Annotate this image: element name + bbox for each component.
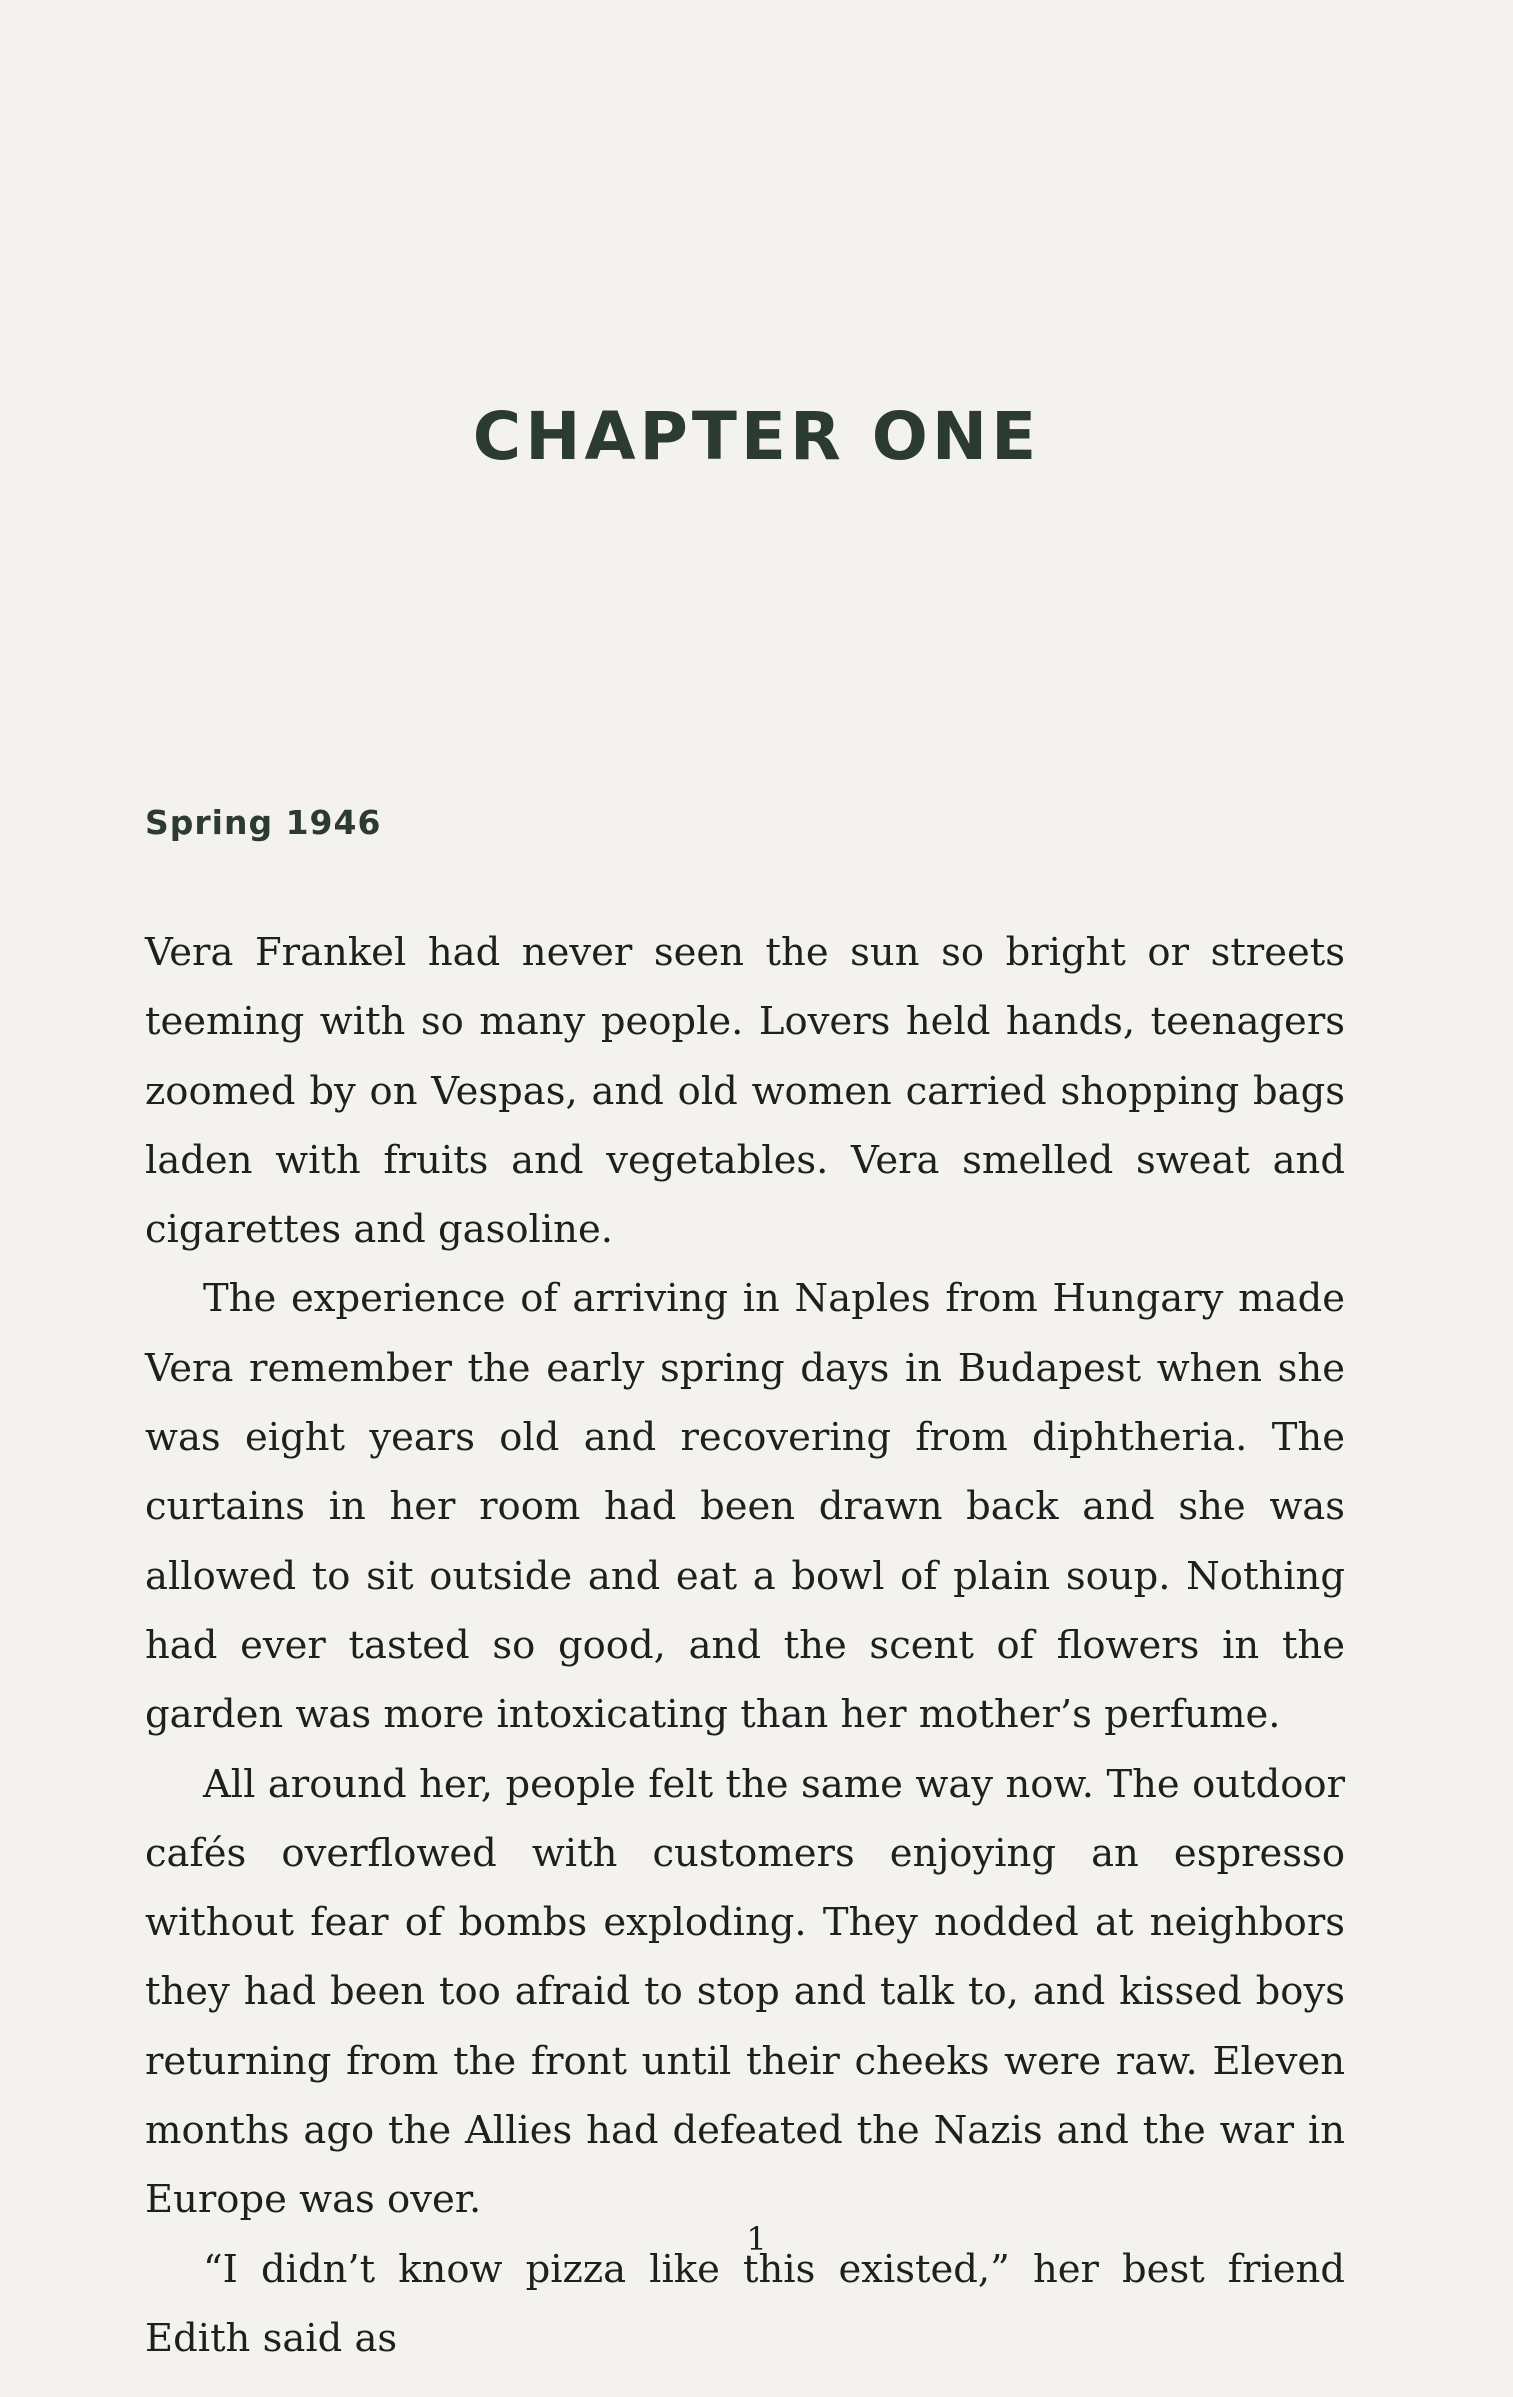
paragraph-2: The experience of arriving in Naples from Hungary made Vera remember the early spring days in Budapest when she was eight years old and recovering from diphtheria. The curtains in her room had been drawn back and she was allowed to sit outside and eat a bowl of plain soup. Nothing had ever tasted so good, and the scent of flowers in the garden was more intoxicating than her mother’s perfume. [145,1276,1345,1738]
body-text [145,918,1345,2373]
paragraph-3: All around her, people felt the same way now. The outdoor cafés overflowed with customers enjoying an espresso without fear of bombs exploding. They nodded at neighbors they had been too afraid to stop and talk to, and kissed boys returning from the front until their cheeks were raw. Eleven months ago the Allies had defeated the Nazis and the war in Europe was over. [145,1761,1345,2223]
page-number: 1 [746,2220,767,2258]
paragraph-1: Vera Frankel had never seen the sun so bright or streets teeming with so many people. Lovers held hands, teenagers zoomed by on Vespas, and old women carried shopping bags laden with fruits and vegetables. Vera smelled sweat and cigarettes and gasoline. [145,930,1345,1253]
section-heading: Spring 1946 [145,803,382,842]
chapter-title: CHAPTER ONE [472,398,1041,475]
paragraph-4: “I didn’t know pizza like this existed,” her best friend Edith said as [145,2246,1345,2361]
